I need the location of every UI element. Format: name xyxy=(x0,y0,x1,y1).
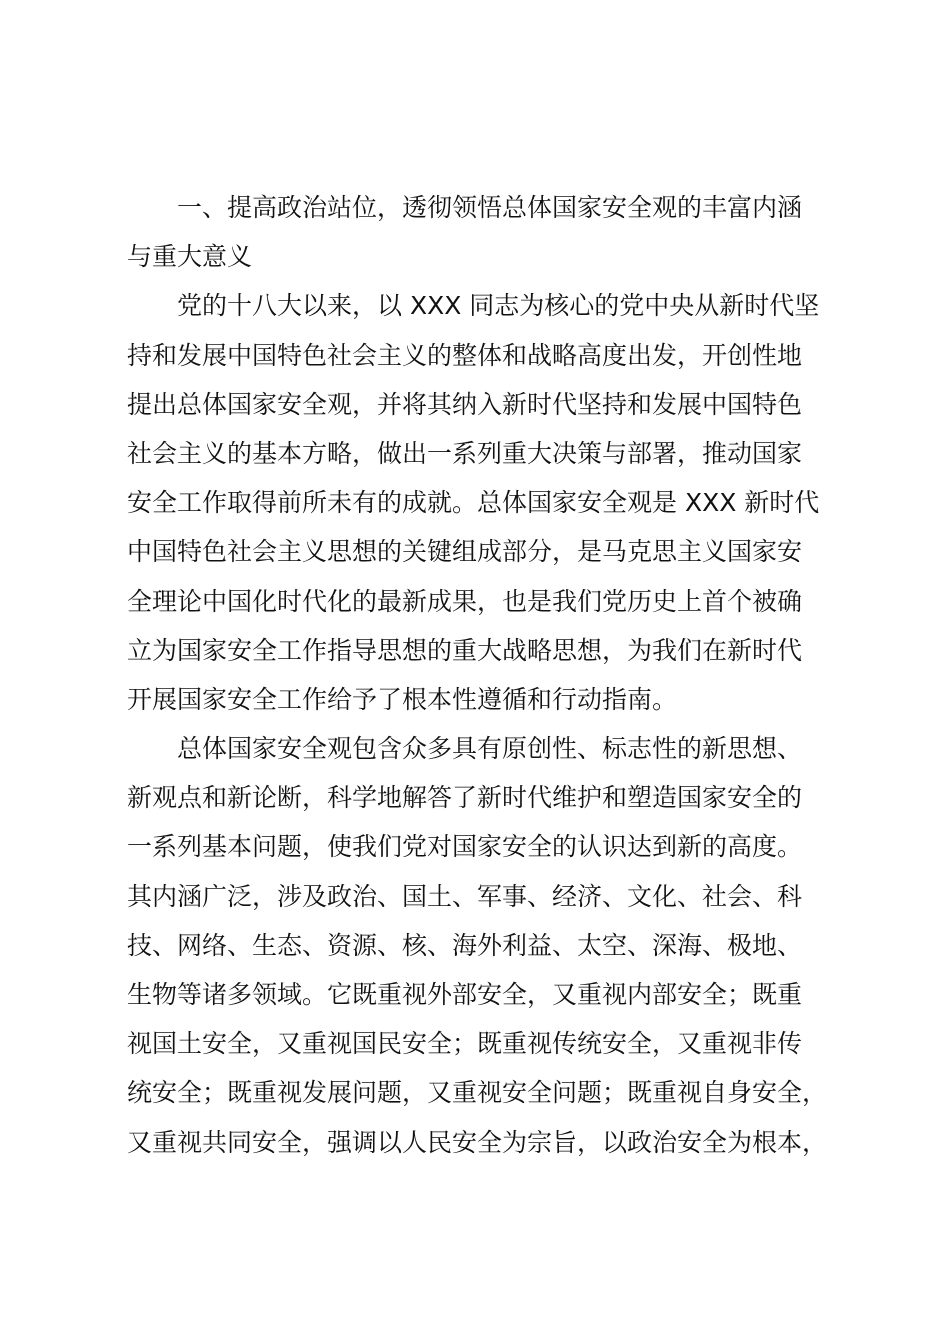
paragraph-line: 安全工作取得前所未有的成就。总体国家安全观是 XXX 新时代 xyxy=(127,488,820,518)
paragraph-line: 立为国家安全工作指导思想的重大战略思想，为我们在新时代 xyxy=(127,635,803,665)
paragraph-line: 又重视共同安全，强调以人民安全为宗旨，以政治安全为根本， xyxy=(127,1127,828,1157)
heading-line: 一、提高政治站位，透彻领悟总体国家安全观的丰富内涵 xyxy=(177,193,803,222)
heading-line: 与重大意义 xyxy=(127,242,253,272)
paragraph-line: 生物等诸多领域。它既重视外部安全，又重视内部安全；既重 xyxy=(127,980,803,1009)
section-heading xyxy=(127,183,837,281)
paragraph-line: 一系列基本问题，使我们党对国家安全的认识达到新的高度。 xyxy=(127,832,803,862)
paragraph-line: 社会主义的基本方略，做出一系列重大决策与部署，推动国家 xyxy=(127,438,803,468)
paragraph-line: 统安全；既重视发展问题，又重视安全问题；既重视自身安全， xyxy=(127,1078,828,1108)
paragraph-line: 全理论中国化时代化的最新成果，也是我们党历史上首个被确 xyxy=(127,586,803,616)
paragraph-line: 新观点和新论断，科学地解答了新时代维护和塑造国家安全的 xyxy=(127,783,803,813)
document-body xyxy=(127,183,837,1167)
paragraph-line: 中国特色社会主义思想的关键组成部分，是马克思主义国家安 xyxy=(127,537,803,567)
paragraph-line: 技、网络、生态、资源、核、海外利益、太空、深海、极地、 xyxy=(127,930,803,960)
paragraph-line: 持和发展中国特色社会主义的整体和战略高度出发，开创性地 xyxy=(127,340,803,370)
paragraph-line: 开展国家安全工作给予了根本性遵循和行动指南。 xyxy=(127,684,678,714)
paragraph-line: 总体国家安全观包含众多具有原创性、标志性的新思想、 xyxy=(177,734,803,764)
paragraph xyxy=(127,281,837,724)
paragraph-line: 其内涵广泛，涉及政治、国土、军事、经济、文化、社会、科 xyxy=(127,881,803,911)
paragraph xyxy=(127,724,837,1167)
paragraph-line: 提出总体国家安全观，并将其纳入新时代坚持和发展中国特色 xyxy=(127,389,803,419)
paragraph-line: 视国土安全，又重视国民安全；既重视传统安全，又重视非传 xyxy=(127,1029,803,1059)
paragraph-line: 党的十八大以来，以 XXX 同志为核心的党中央从新时代坚 xyxy=(177,291,820,321)
